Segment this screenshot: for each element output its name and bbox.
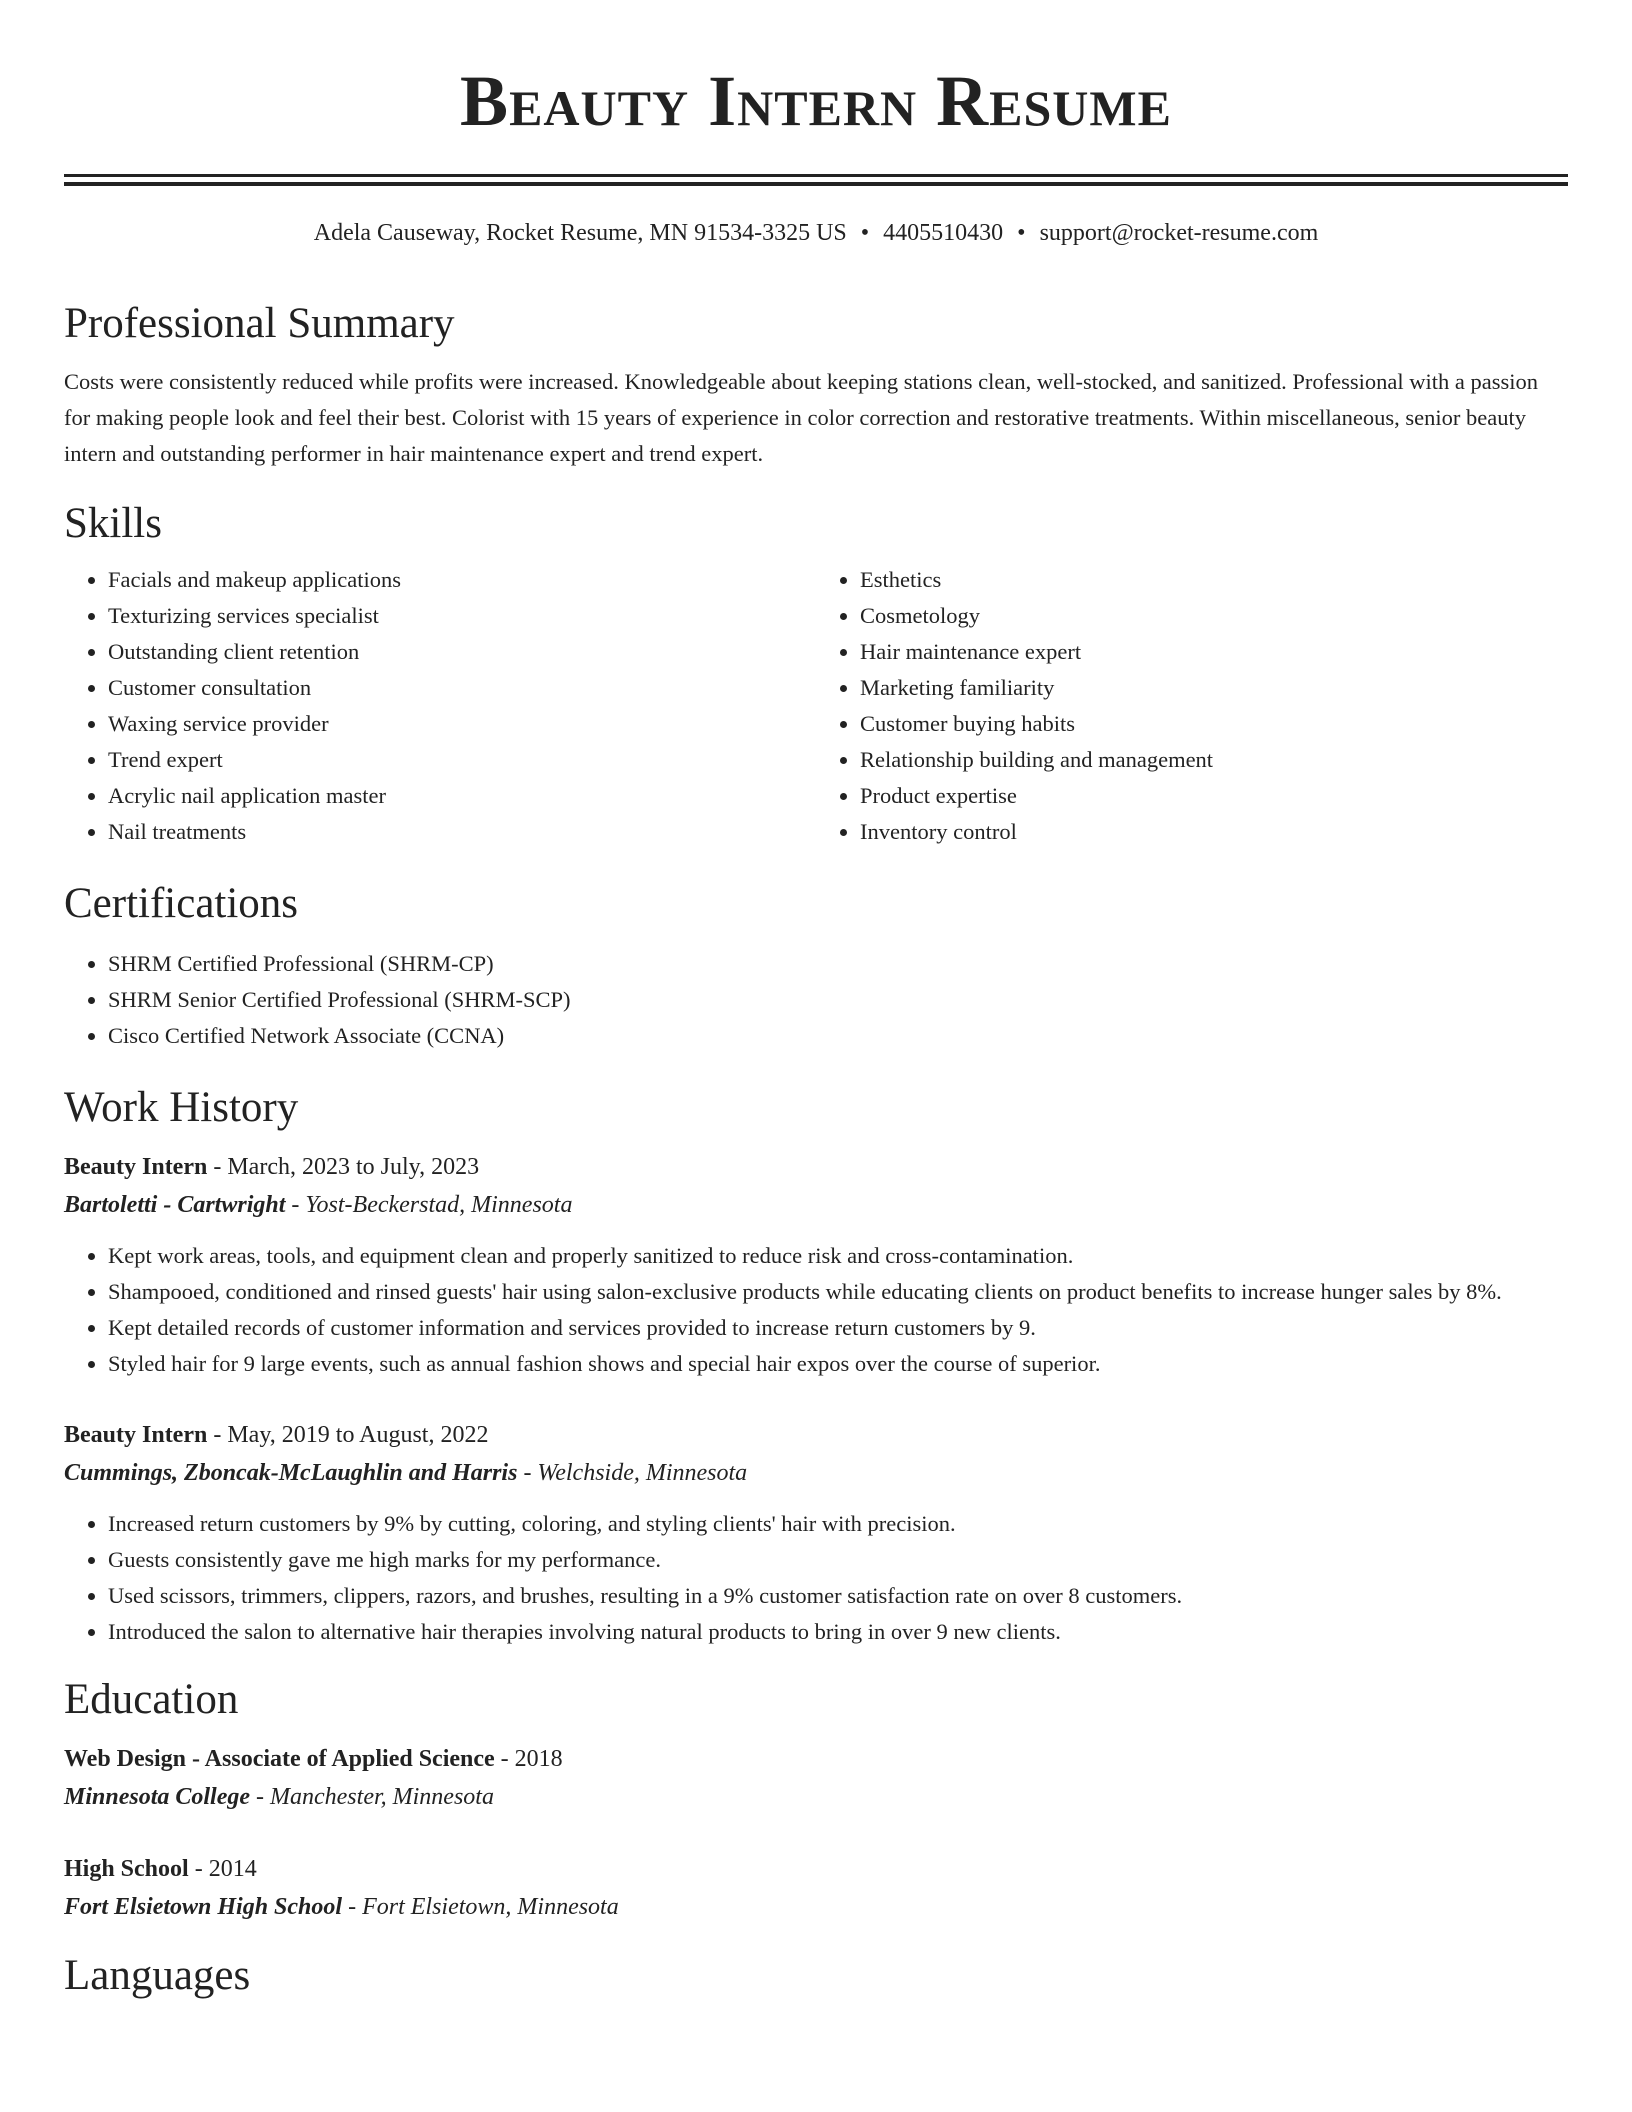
skill-item: • Customer buying habits — [860, 706, 1568, 742]
skills-heading: Skills — [64, 500, 162, 547]
skill-item: • Product expertise — [860, 778, 1568, 814]
education-entry — [64, 1740, 1568, 1816]
job-dates: - May, 2019 to August, 2022 — [207, 1422, 489, 1448]
job-entry — [64, 1416, 1568, 1650]
job-bullet: • Styled hair for 9 large events, such as annual fashion shows and special hair expos over the course of superior. — [108, 1346, 1568, 1382]
education-location: - Manchester, Minnesota — [250, 1784, 494, 1810]
certifications-section — [64, 876, 1568, 1054]
skill-item: • Acrylic nail application master — [108, 778, 816, 814]
job-title: Beauty Intern — [64, 1154, 208, 1180]
skill-item: • Relationship building and management — [860, 742, 1568, 778]
skill-item: • Marketing familiarity — [860, 670, 1568, 706]
skill-item: • Outstanding client retention — [108, 634, 816, 670]
certifications-list — [64, 946, 1568, 1054]
education-school: Minnesota College — [64, 1784, 251, 1810]
education-school: Fort Elsietown High School — [64, 1894, 343, 1920]
job-title: Beauty Intern — [64, 1422, 208, 1448]
education-section — [64, 1672, 1568, 1926]
contact-separator: • — [860, 220, 870, 246]
summary-text: Costs were consistently reduced while profits were increased. Knowledgeable about keeping stations clean, well-stocked, and sanitized. Professional with a passion for making people look and feel their best. Colorist with 15 years of experience in color correction and restorative treatments. Within miscellaneous, senior beauty intern and outstanding performer in hair maintenance expert and trend expert. — [64, 369, 1538, 466]
job-company: Bartoletti - Cartwright — [64, 1192, 286, 1218]
skill-item: • Nail treatments — [108, 814, 816, 850]
work-history-heading: Work History — [64, 1084, 299, 1131]
certification-item: • SHRM Senior Certified Professional (SHRM-SCP) — [108, 982, 1568, 1018]
job-bullets — [64, 1238, 1568, 1382]
skill-item: • Facials and makeup applications — [108, 562, 816, 598]
job-company-line — [64, 1454, 1568, 1492]
job-location: - Yost-Beckerstad, Minnesota — [285, 1192, 573, 1218]
contact-line — [64, 216, 1568, 250]
job-company: Cummings, Zboncak-McLaughlin and Harris — [64, 1460, 518, 1486]
job-bullet: • Guests consistently gave me high marks for my performance. — [108, 1542, 1568, 1578]
skills-list-right — [816, 562, 1568, 850]
skills-list-left — [64, 562, 816, 850]
skill-item: • Trend expert — [108, 742, 816, 778]
contact-address: Adela Causeway, Rocket Resume, MN 91534-3325 US — [313, 220, 847, 246]
job-title-line — [64, 1148, 1568, 1186]
skill-item: • Texturizing services specialist — [108, 598, 816, 634]
skill-item: • Inventory control — [860, 814, 1568, 850]
education-degree: High School — [64, 1856, 189, 1882]
education-school-line — [64, 1888, 1568, 1926]
job-company-line — [64, 1186, 1568, 1224]
contact-email: support@rocket-resume.com — [1039, 220, 1319, 246]
languages-section — [64, 1948, 1568, 2004]
skill-item: • Waxing service provider — [108, 706, 816, 742]
skill-item: • Esthetics — [860, 562, 1568, 598]
job-dates: - March, 2023 to July, 2023 — [207, 1154, 480, 1180]
job-bullet: • Kept work areas, tools, and equipment clean and properly sanitized to reduce risk and cross-contamination. — [108, 1238, 1568, 1274]
job-bullets — [64, 1506, 1568, 1650]
skill-item: • Customer consultation — [108, 670, 816, 706]
education-school-line — [64, 1778, 1568, 1816]
summary-section — [64, 296, 1568, 472]
job-bullet: • Introduced the salon to alternative hair therapies involving natural products to bring in over 9 new clients. — [108, 1614, 1568, 1650]
contact-phone: 4405510430 — [883, 220, 1004, 246]
education-degree-line — [64, 1740, 1568, 1778]
education-degree: Web Design - Associate of Applied Science — [64, 1746, 495, 1772]
education-year: - 2014 — [188, 1856, 257, 1882]
certification-item: • Cisco Certified Network Associate (CCNA) — [108, 1018, 1568, 1054]
skill-item: • Cosmetology — [860, 598, 1568, 634]
education-degree-line — [64, 1850, 1568, 1888]
skills-columns — [64, 562, 1568, 850]
education-heading: Education — [64, 1676, 239, 1723]
job-bullet: • Used scissors, trimmers, clippers, razors, and brushes, resulting in a 9% customer satisfaction rate on over 8 customers. — [108, 1578, 1568, 1614]
languages-heading: Languages — [64, 1952, 251, 1999]
contact-separator: • — [1017, 220, 1026, 246]
job-entry — [64, 1148, 1568, 1382]
certification-item: • SHRM Certified Professional (SHRM-CP) — [108, 946, 1568, 982]
education-entry — [64, 1850, 1568, 1926]
certifications-heading: Certifications — [64, 880, 299, 927]
skills-section — [64, 496, 1568, 850]
resume-title: Beauty Intern Resume — [460, 61, 1172, 141]
job-location: - Welchside, Minnesota — [517, 1460, 748, 1486]
job-bullet: • Kept detailed records of customer information and services provided to increase return customers by 9. — [108, 1310, 1568, 1346]
title-divider — [64, 174, 1568, 186]
education-location: - Fort Elsietown, Minnesota — [342, 1894, 619, 1920]
job-bullet: • Increased return customers by 9% by cutting, coloring, and styling clients' hair with precision. — [108, 1506, 1568, 1542]
work-history-section — [64, 1080, 1568, 1650]
summary-heading: Professional Summary — [64, 300, 455, 347]
job-bullet: • Shampooed, conditioned and rinsed guests' hair using salon-exclusive products while educating clients on product benefits to increase hunger sales by 8%. — [108, 1274, 1568, 1310]
skill-item: • Hair maintenance expert — [860, 634, 1568, 670]
job-title-line — [64, 1416, 1568, 1454]
education-year: - 2018 — [494, 1746, 563, 1772]
